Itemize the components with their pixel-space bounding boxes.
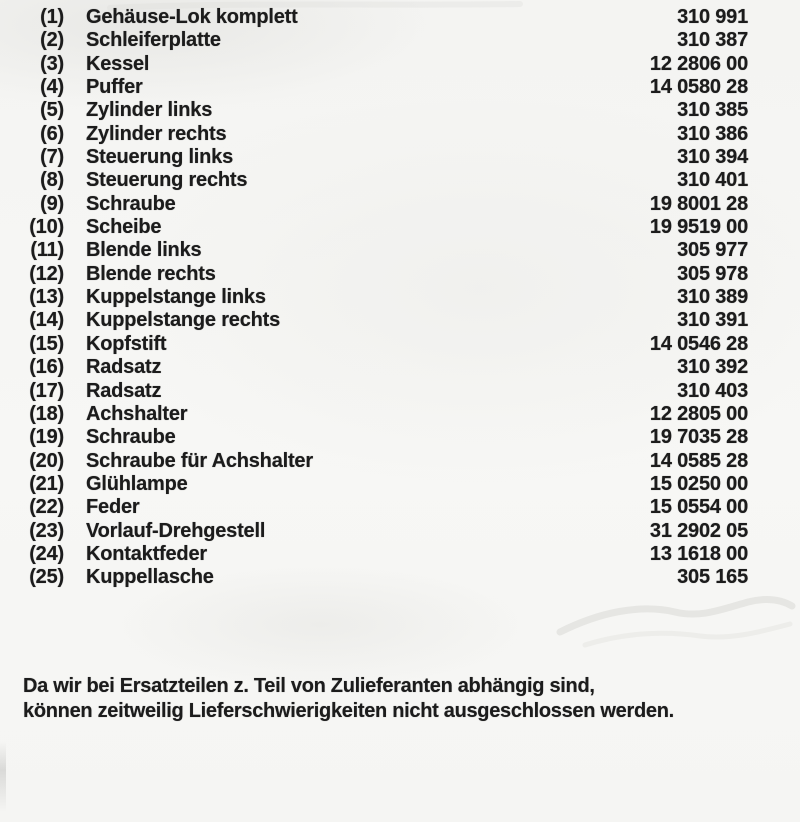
part-number: 19 7035 28 (649, 426, 748, 449)
part-number: 15 0250 00 (649, 472, 748, 495)
part-index: (13) (29, 286, 64, 309)
part-name: Blende links (86, 239, 202, 262)
parts-row (0, 520, 748, 543)
part-number: 310 394 (677, 146, 748, 169)
parts-row (0, 309, 748, 332)
part-number: 305 977 (677, 239, 748, 262)
parts-row (0, 193, 748, 216)
part-number: 31 2902 05 (649, 519, 748, 542)
parts-row (0, 566, 748, 589)
part-number: 19 8001 28 (649, 192, 748, 215)
part-name: Puffer (86, 76, 143, 99)
part-index: (2) (40, 29, 64, 52)
part-name: Kuppelstange rechts (86, 309, 281, 332)
part-number: 310 387 (677, 29, 748, 52)
part-name: Kopfstift (86, 332, 167, 355)
part-index: (17) (29, 379, 64, 402)
part-number: 12 2806 00 (649, 52, 748, 75)
part-number: 12 2805 00 (649, 402, 748, 425)
parts-row (0, 146, 748, 169)
part-number: 15 0554 00 (649, 496, 748, 519)
part-index: (8) (40, 169, 64, 192)
part-name: Zylinder links (86, 99, 213, 122)
part-number: 19 9519 00 (649, 216, 748, 239)
footer-note (23, 674, 674, 723)
part-name: Radsatz (86, 379, 162, 402)
part-number: 310 386 (677, 122, 748, 145)
part-number: 310 401 (677, 169, 748, 192)
parts-row (0, 473, 748, 496)
part-number: 14 0546 28 (649, 332, 748, 355)
parts-row (0, 403, 748, 426)
parts-row (0, 333, 748, 356)
part-number: 14 0580 28 (649, 76, 748, 99)
part-index: (4) (40, 76, 64, 99)
part-number: 310 385 (677, 99, 748, 122)
part-index: (21) (29, 472, 64, 495)
part-number: 310 392 (677, 356, 748, 379)
part-name: Schraube (86, 192, 176, 215)
part-index: (7) (40, 146, 64, 169)
part-name: Steuerung links (86, 146, 234, 169)
part-index: (12) (29, 262, 64, 285)
parts-row (0, 6, 748, 29)
part-name: Glühlampe (86, 472, 188, 495)
parts-row (0, 263, 748, 286)
part-index: (16) (29, 356, 64, 379)
parts-row (0, 426, 748, 449)
part-index: (25) (29, 566, 64, 589)
part-index: (23) (29, 519, 64, 542)
parts-row (0, 380, 748, 403)
part-name: Schraube für Achshalter (86, 449, 313, 472)
part-index: (14) (29, 309, 64, 332)
part-name: Schraube (86, 426, 176, 449)
part-name: Steuerung rechts (86, 169, 248, 192)
parts-row (0, 496, 748, 519)
footer-note-line-2: können zeitweilig Lieferschwierigkeiten nicht ausgeschlossen werden. (23, 699, 674, 722)
parts-row (0, 123, 748, 146)
part-number: 310 389 (677, 286, 748, 309)
footer-note-line-1: Da wir bei Ersatzteilen z. Teil von Zulieferanten abhängig sind, (23, 675, 595, 697)
part-name: Gehäuse-Lok komplett (86, 6, 298, 28)
part-name: Zylinder rechts (86, 122, 227, 145)
part-name: Kuppellasche (86, 566, 214, 589)
part-name: Radsatz (86, 356, 162, 379)
part-name: Feder (86, 496, 140, 519)
part-index: (22) (29, 496, 64, 519)
part-index: (20) (29, 449, 64, 472)
part-name: Kuppelstange links (86, 286, 266, 309)
parts-row (0, 543, 748, 566)
part-index: (11) (30, 239, 64, 262)
part-index: (1) (40, 6, 64, 28)
parts-list (0, 6, 748, 590)
part-index: (19) (29, 426, 64, 449)
part-name: Kessel (86, 52, 150, 75)
parts-row (0, 239, 748, 262)
parts-row (0, 99, 748, 122)
part-number: 310 403 (677, 379, 748, 402)
parts-row (0, 286, 748, 309)
part-index: (15) (29, 332, 64, 355)
part-name: Achshalter (86, 402, 188, 425)
part-number: 310 991 (677, 6, 748, 28)
part-number: 305 165 (677, 566, 748, 589)
part-number: 305 978 (677, 262, 748, 285)
part-name: Scheibe (86, 216, 162, 239)
part-index: (5) (40, 99, 64, 122)
part-number: 14 0585 28 (649, 449, 748, 472)
part-index: (6) (40, 122, 64, 145)
part-name: Schleiferplatte (86, 29, 221, 52)
part-index: (18) (29, 402, 64, 425)
part-name: Blende rechts (86, 262, 216, 285)
part-number: 310 391 (677, 309, 748, 332)
part-name: Kontaktfeder (86, 542, 207, 565)
part-index: (3) (40, 52, 64, 75)
scan-edge-streak (0, 742, 6, 812)
parts-row (0, 76, 748, 99)
part-index: (9) (40, 192, 64, 215)
part-name: Vorlauf-Drehgestell (86, 519, 266, 542)
parts-row (0, 450, 748, 473)
parts-row (0, 356, 748, 379)
parts-row (0, 216, 748, 239)
part-index: (10) (29, 216, 64, 239)
parts-row (0, 53, 748, 76)
part-index: (24) (29, 542, 64, 565)
parts-row (0, 169, 748, 192)
parts-row (0, 29, 748, 52)
part-number: 13 1618 00 (649, 542, 748, 565)
